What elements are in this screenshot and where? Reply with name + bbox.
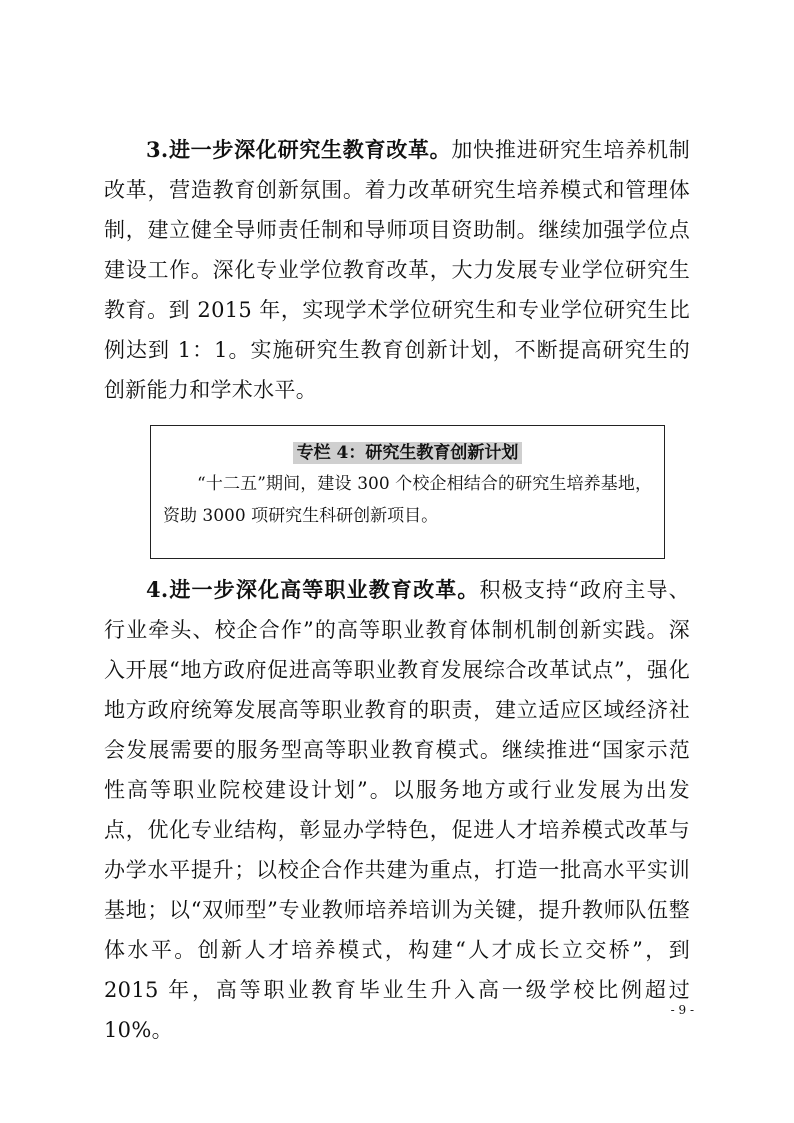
section-3-body: 加快推进研究生培养机制改革，营造教育创新氛围。着力改革研究生培养模式和管理体制，建立健全导师责任制和导师项目资助制。继续加强学位点建设工作。深化专业学位教育改革，大力发展专业学位研究生教育。到 2015 年，实现学术学位研究生和专业学位研究生比例达到 1：1。实施研究生教育创新计划，不断提高研究生的创新能力和学术水平。	[104, 138, 690, 402]
box-body: “十二五”期间，建设 300 个校企相结合的研究生培养基地，资助 3000 项研究生科研创新项目。	[163, 474, 652, 526]
section-3-heading: 3.进一步深化研究生教育改革。	[146, 137, 452, 162]
section-4-paragraph	[104, 570, 690, 1050]
section-3-paragraph	[104, 130, 690, 410]
box-title	[151, 438, 664, 463]
section-4-body: 积极支持“政府主导、行业牵头、校企合作”的高等职业教育体制机制创新实践。深入开展“地方政府促进高等职业教育发展综合改革试点”，强化地方政府统筹发展高等职业教育的职责，建立适应区域经济社会发展需要的服务型高等职业教育模式。继续推进“国家示范性高等职业院校建设计划”。以服务地方或行业发展为出发点，优化专业结构，彰显办学特色，促进人才培养模式改革与办学水平提升；以校企合作共建为重点，打造一批高水平实训基地；以“双师型”专业教师培养培训为关键，提升教师队伍整体水平。创新人才培养模式，构建“人才成长立交桥”，到 2015 年，高等职业教育毕业生升入高一级学校比例超过 10%。	[104, 578, 690, 1042]
box-title-text: 专栏 4：研究生教育创新计划	[293, 442, 523, 464]
section-4-heading: 4.进一步深化高等职业教育改革。	[146, 577, 480, 602]
sidebar-box	[150, 425, 665, 559]
page-number: - 9 -	[670, 1003, 694, 1017]
